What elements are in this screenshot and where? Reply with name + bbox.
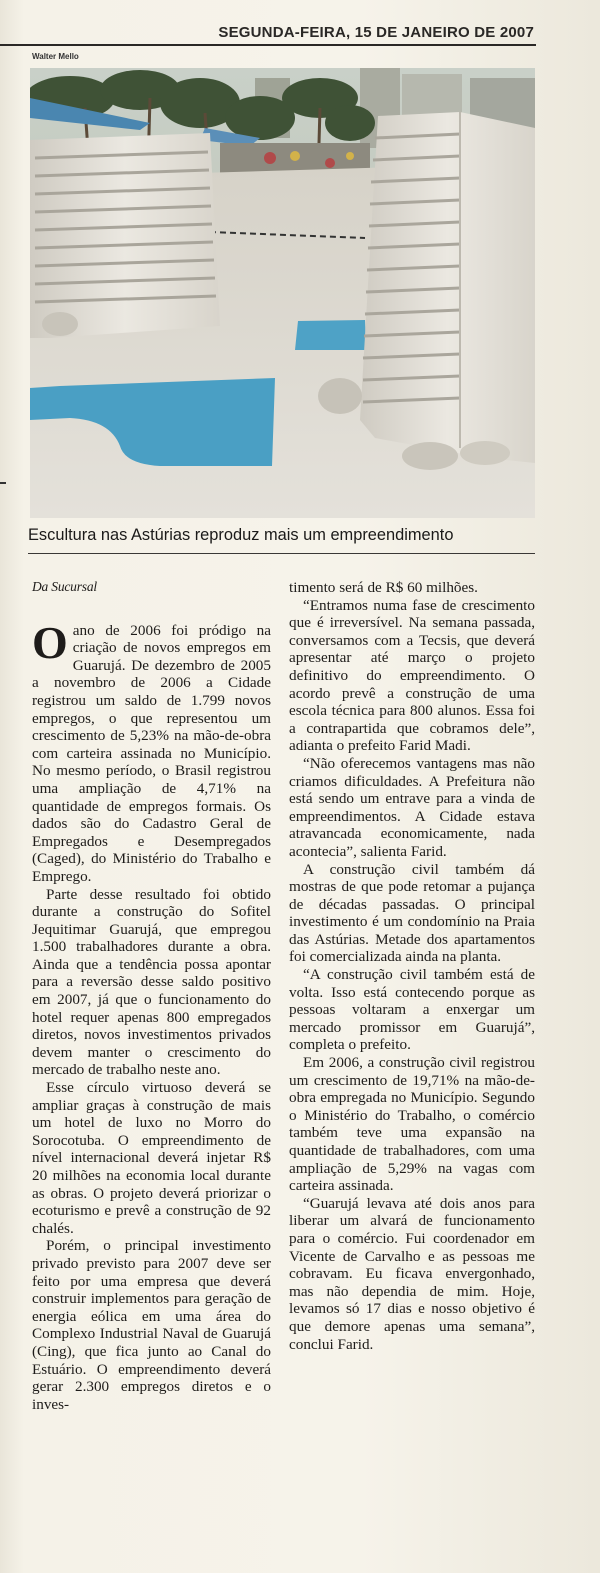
article-paragraph: Porém, o principal investimento privado previsto para 2007 deve ser feito por uma empresa que deverá construir implementos para geração de energia eólica em uma área do Complexo Industrial Naval de Guarujá (Cing), que fica junto ao Canal do Estuário. O empreendimento deverá gerar 2.300 empregos diretos e o inves- [32,1237,271,1413]
article-paragraph: Parte desse resultado foi obtido durante a construção do Sofitel Jequitimar Guarujá, que empregou 1.500 trabalhadores durante a obra. Ainda que a tendência possa apontar para a reversão desse saldo positivo em 2007, já que o funcionamento do hotel requer apenas 800 empregados diretos, novos investimentos privados devem manter o crescimento do mercado de trabalho neste ano. [32,885,271,1079]
article-paragraph: A construção civil também dá mostras de que pode retomar a pujança de décadas passadas. O principal investimento é um condomínio na Praia das Astúrias. Metade dos apartamentos foi comercializada ainda na planta. [289,860,535,966]
article-column-2 [289,579,535,1353]
article-paragraph: Esse círculo virtuoso deverá se ampliar graças à construção de mais um hotel de luxo no Morro do Sorocotuba. O empreendimento de nível internacional deverá injetar R$ 20 milhões na economia local durante as obras. O projeto deverá priorizar o ecoturismo e prevê a construção de 92 chalés. [32,1079,271,1237]
article-paragraph: “Não oferecemos vantagens mas não criamos dificuldades. A Prefeitura não está sendo um entrave para a vinda de empreendimentos. A Cidade estava atravancada economicamente, nada acontecia”, salienta Farid. [289,754,535,860]
photo-credit: Walter Mello [32,52,79,61]
sculpture-photo [30,68,535,518]
article-paragraph: “Guarujá levava até dois anos para liberar um alvará de funcionamento para o comércio. Fui coordenador em Vicente de Carvalho e as pessoas me cobravam. Eu ficava envergonhado, mas não dependia de mim. Hoje, levamos só 17 dias e nosso objetivo é que demore apenas uma semana”, conclui Farid. [289,1194,535,1353]
article-paragraph: timento será de R$ 60 milhões. [289,579,478,596]
article-column-1 [32,578,271,1413]
page-date: SEGUNDA-FEIRA, 15 DE JANEIRO DE 2007 [218,24,534,41]
lead-text: ano de 2006 foi pródigo na criação de novos empregos em Guarujá. De dezembro de 2005 a novembro de 2006 a Cidade registrou um saldo de 1.799 novos empregos, o que representou um crescimento de 5,23% na mão-de-obra com carteira assinada no Município. No mesmo período, o Brasil registrou uma ampliação de 4,71% na quantidade de empregos formais. Os dados são do Cadastro Geral de Empregados e Desempregados (Caged), do Ministério do Trabalho e Emprego. [32,621,271,885]
drop-cap: O [32,616,68,668]
photo-caption: Escultura nas Astúrias reproduz mais um empreendimento [28,526,454,544]
article-paragraph: “A construção civil também está de volta. Isso está contecendo porque as pessoas voltaram a enxergar um mercado promissor em Guarujá”, completa o prefeito. [289,966,535,1054]
margin-rule [0,482,6,484]
caption-rule [28,553,535,554]
byline: Da Sucursal [32,579,97,594]
article-paragraph: “Entramos numa fase de crescimento que é irreversível. Na semana passada, conversamos com a Tecsis, que deverá apresentar até março o projeto definitivo do empreendimento. O acordo prevê a construção de uma escola técnica para 800 alunos. Essa foi a contrapartida que cobramos dele”, adianta o prefeito Farid Madi. [289,596,535,755]
article-paragraph: Em 2006, a construção civil registrou um crescimento de 19,71% na mão-de-obra empregada no Município. Segundo o Ministério do Trabalho, o comércio também teve uma expansão na quantidade de trabalhadores, com uma ampliação de 5,29% na vagas com carteira assinada. [289,1054,535,1195]
lead-paragraph [32,616,271,886]
header-rule [0,44,536,46]
